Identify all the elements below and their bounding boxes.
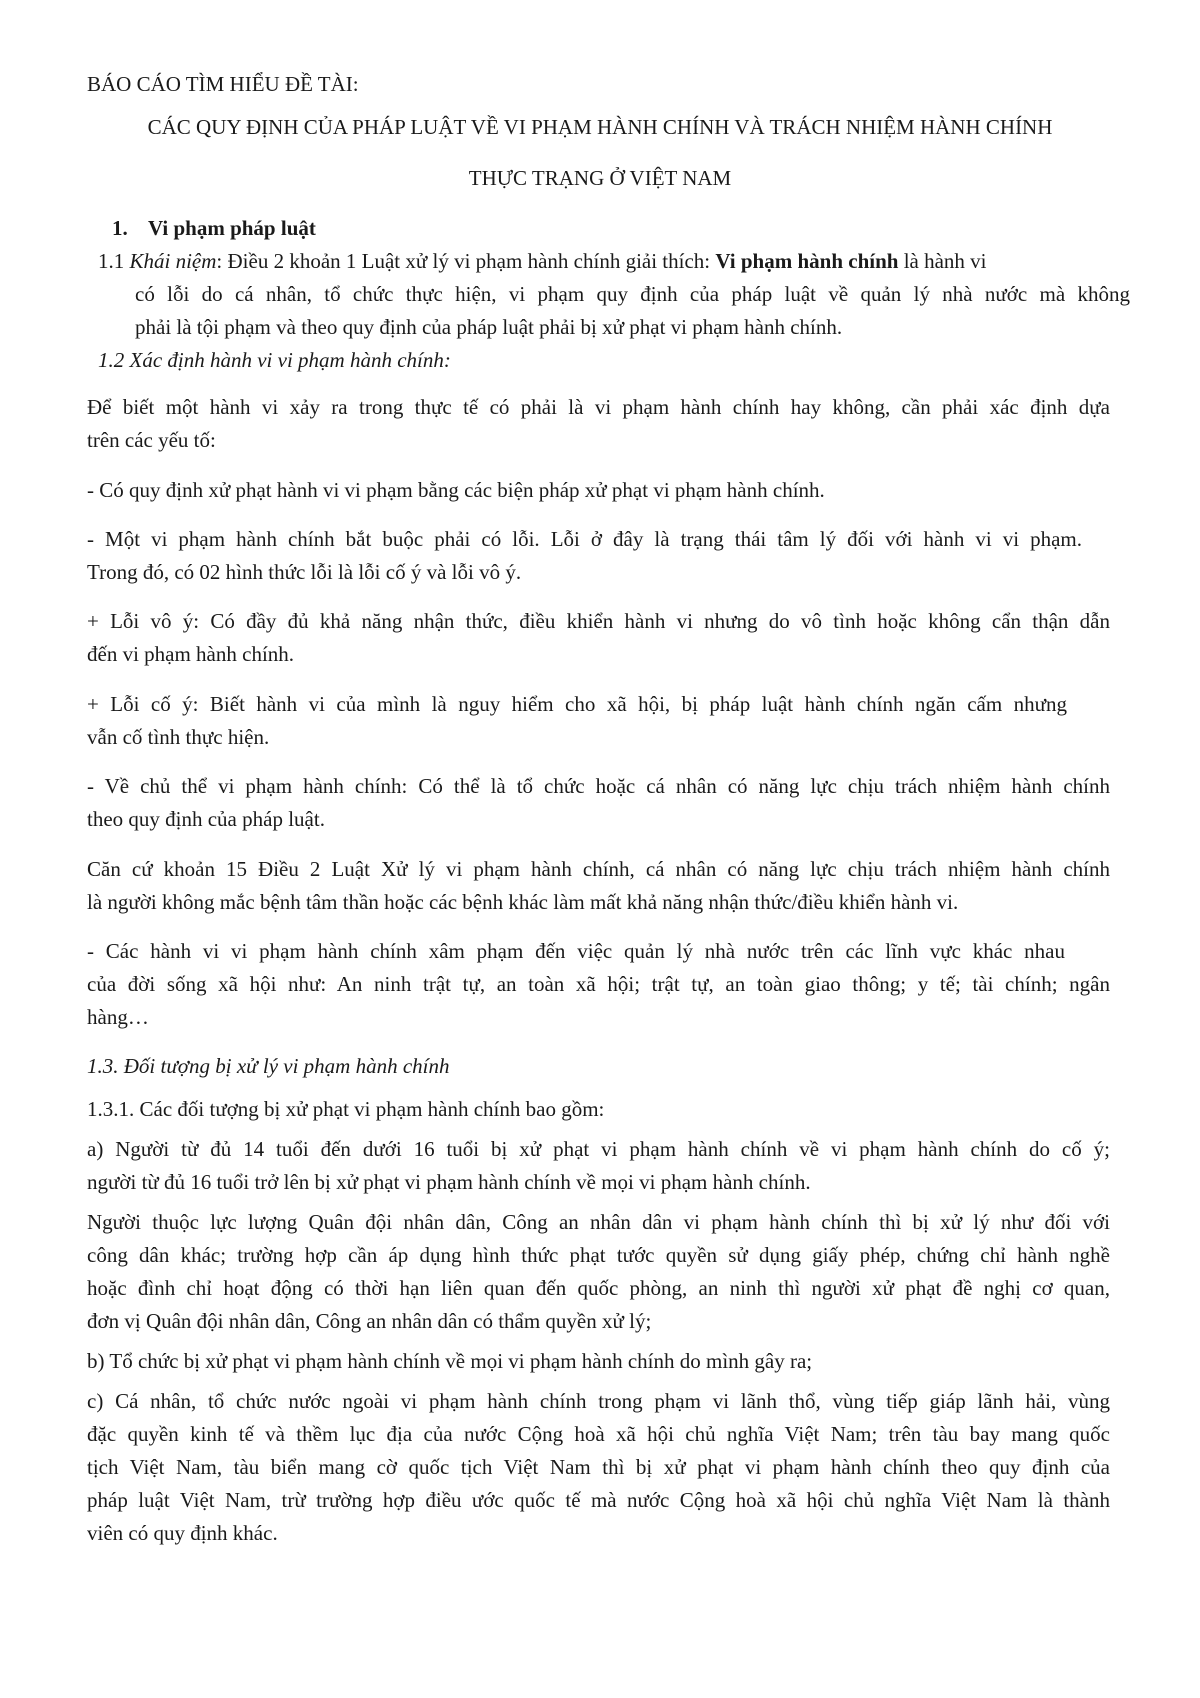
definition-line-3: phải là tội phạm và theo quy định của pháp luật phải bị xử phạt vi phạm hành chính.: [135, 315, 843, 339]
paragraph-line: trên các yếu tố:: [87, 428, 216, 452]
paragraph-line: Trong đó, có 02 hình thức lỗi là lỗi cố ý và lỗi vô ý.: [87, 560, 522, 584]
section-1-3-heading: 1.3. Đối tượng bị xử lý vi phạm hành chính: [87, 1054, 450, 1078]
report-label: BÁO CÁO TÌM HIỂU ĐỀ TÀI:: [87, 72, 359, 96]
definition-line-1: 1.1 Khái niệm: Điều 2 khoản 1 Luật xử lý vi phạm hành chính giải thích: Vi phạm hành chính là hành vi: [98, 249, 987, 273]
paragraph-line: theo quy định của pháp luật.: [87, 807, 325, 831]
paragraph-line: của đời sống xã hội như: An ninh trật tự, an toàn xã hội; trật tự, an toàn giao thông; y tế; tài chính; ngân: [87, 972, 1110, 996]
paragraph-line: viên có quy định khác.: [87, 1521, 278, 1545]
paragraph-line: - Có quy định xử phạt hành vi vi phạm bằng các biện pháp xử phạt vi phạm hành chính.: [87, 478, 825, 502]
paragraph-line: Người thuộc lực lượng Quân đội nhân dân, Công an nhân dân vi phạm hành chính thì bị xử lý như đối với: [87, 1210, 1110, 1234]
document-title-line-1: CÁC QUY ĐỊNH CỦA PHÁP LUẬT VỀ VI PHẠM HÀNH CHÍNH VÀ TRÁCH NHIỆM HÀNH CHÍNH: [147, 115, 1053, 139]
paragraph-line: đơn vị Quân đội nhân dân, Công an nhân dân có thẩm quyền xử lý;: [87, 1309, 652, 1333]
paragraph-line: c) Cá nhân, tổ chức nước ngoài vi phạm hành chính trong phạm vi lãnh thổ, vùng tiếp giáp lãnh hải, vùng: [87, 1389, 1110, 1413]
section-1-number: 1.: [112, 216, 128, 240]
paragraph-line: a) Người từ đủ 14 tuổi đến dưới 16 tuổi bị xử phạt vi phạm hành chính về vi phạm hành chính do cố ý;: [87, 1137, 1110, 1161]
definition-line-2: có lỗi do cá nhân, tổ chức thực hiện, vi phạm quy định của pháp luật về quản lý nhà nước mà không: [135, 282, 1130, 306]
paragraph-line: là người không mắc bệnh tâm thần hoặc các bệnh khác làm mất khả năng nhận thức/điều khiển hành vi.: [87, 890, 959, 914]
paragraph-line: hàng…: [87, 1005, 149, 1029]
paragraph-line: tịch Việt Nam, tàu biển mang cờ quốc tịch Việt Nam thì bị xử phạt vi phạm hành chính theo quy định của: [87, 1455, 1110, 1479]
paragraph-line: Để biết một hành vi xảy ra trong thực tế có phải là vi phạm hành chính hay không, cần phải xác định dựa: [87, 395, 1110, 419]
paragraph-line: - Các hành vi vi phạm hành chính xâm phạm đến việc quản lý nhà nước trên các lĩnh vực khác nhau: [87, 939, 1065, 963]
paragraph-line: công dân khác; trường hợp cần áp dụng hình thức phạt tước quyền sử dụng giấy phép, chứng chỉ hành nghề: [87, 1243, 1110, 1267]
subsection-1-3-1: 1.3.1. Các đối tượng bị xử phạt vi phạm hành chính bao gồm:: [87, 1097, 605, 1121]
paragraph-line: người từ đủ 16 tuổi trở lên bị xử phạt vi phạm hành chính về mọi vi phạm hành chính.: [87, 1170, 811, 1194]
paragraph-line: + Lỗi vô ý: Có đầy đủ khả năng nhận thức, điều khiển hành vi nhưng do vô tình hoặc không cẩn thận dẫn: [87, 609, 1110, 633]
document-title-line-2: THỰC TRẠNG Ở VIỆT NAM: [468, 166, 732, 190]
paragraph-line: + Lỗi cố ý: Biết hành vi của mình là nguy hiểm cho xã hội, bị pháp luật hành chính ngăn cấm nhưng: [87, 692, 1067, 716]
paragraph-line: - Một vi phạm hành chính bắt buộc phải có lỗi. Lỗi ở đây là trạng thái tâm lý đối với hành vi vi phạm.: [87, 527, 1082, 551]
paragraph-line: pháp luật Việt Nam, trừ trường hợp điều ước quốc tế mà nước Cộng hoà xã hội chủ nghĩa Việt Nam là thành: [87, 1488, 1110, 1512]
paragraph-line: đặc quyền kinh tế và thềm lục địa của nước Cộng hoà xã hội chủ nghĩa Việt Nam; trên tàu bay mang quốc: [87, 1422, 1110, 1446]
paragraph-line: Căn cứ khoản 15 Điều 2 Luật Xử lý vi phạm hành chính, cá nhân có năng lực chịu trách nhiệm hành chính: [87, 857, 1110, 881]
paragraph-line: vẫn cố tình thực hiện.: [87, 725, 270, 749]
section-1-2-heading: 1.2 Xác định hành vi vi phạm hành chính:: [98, 348, 451, 372]
paragraph-line: b) Tổ chức bị xử phạt vi phạm hành chính về mọi vi phạm hành chính do mình gây ra;: [87, 1349, 813, 1373]
paragraph-line: - Về chủ thể vi phạm hành chính: Có thể là tổ chức hoặc cá nhân có năng lực chịu trách nhiệm hành chính: [87, 774, 1110, 798]
paragraph-line: đến vi phạm hành chính.: [87, 642, 295, 666]
paragraph-line: hoặc đình chỉ hoạt động có thời hạn liên quan đến quốc phòng, an ninh thì người xử phạt đề nghị cơ quan,: [87, 1276, 1110, 1300]
section-1-heading: Vi phạm pháp luật: [148, 216, 316, 240]
